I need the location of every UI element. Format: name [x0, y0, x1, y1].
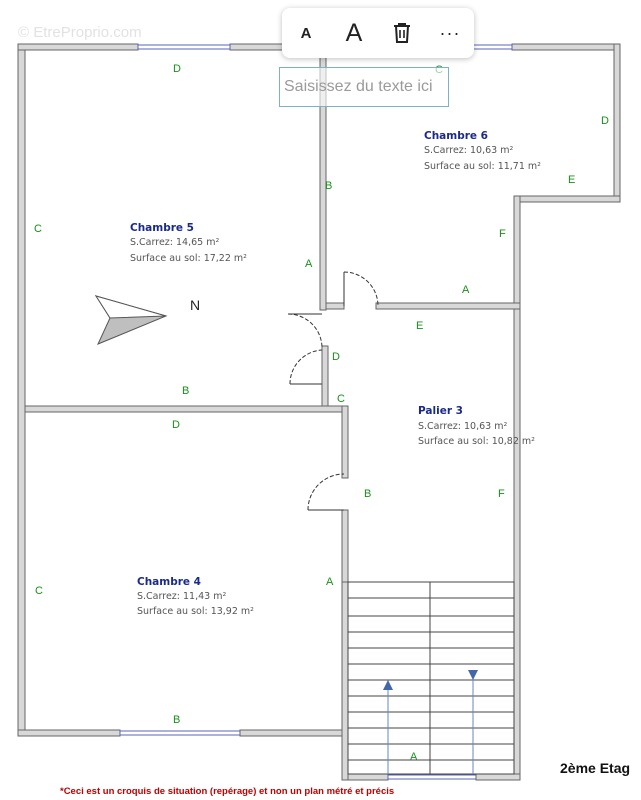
wall-label: E — [416, 320, 424, 332]
walls — [18, 44, 620, 780]
wall-label: A — [410, 751, 418, 763]
watermark: © EtreProprio.com — [18, 24, 142, 41]
wall-label: A — [462, 284, 470, 296]
wall-label: B — [173, 714, 181, 726]
staircase — [348, 582, 514, 774]
room-surface: Surface au sol: 10,82 m² — [418, 436, 535, 447]
compass-north-label: N — [190, 297, 201, 313]
wall-label: D — [332, 351, 340, 363]
wall-label: D — [172, 419, 180, 431]
more-options-button[interactable]: ··· — [439, 22, 461, 43]
wall-label: E — [568, 174, 576, 186]
floor-label: 2ème Etag — [560, 760, 631, 776]
room-name: Chambre 6 — [424, 130, 488, 142]
room-carrez: S.Carrez: 14,65 m² — [130, 237, 220, 248]
room-surface: Surface au sol: 17,22 m² — [130, 253, 247, 264]
room-surface: Surface au sol: 13,92 m² — [137, 606, 254, 617]
room-name: Chambre 5 — [130, 222, 194, 234]
delete-button[interactable] — [382, 13, 422, 53]
room-chambre-5 — [130, 222, 247, 264]
wall-label: D — [601, 115, 609, 127]
compass — [96, 296, 200, 344]
wall-label: C — [35, 585, 43, 597]
wall-label: F — [498, 488, 505, 500]
room-name: Chambre 4 — [137, 576, 201, 588]
room-surface: Surface au sol: 11,71 m² — [424, 161, 541, 172]
window — [120, 731, 240, 735]
text-annotation-input[interactable] — [279, 67, 449, 107]
wall-label: A — [305, 258, 313, 270]
wall-label: D — [173, 63, 181, 75]
room-chambre-6 — [424, 130, 541, 172]
room-name: Palier 3 — [418, 405, 463, 417]
disclaimer-note: *Ceci est un croquis de situation (repérage) et non un plan métré et précis — [60, 786, 395, 797]
trash-icon — [391, 21, 413, 45]
room-carrez: S.Carrez: 11,43 m² — [137, 591, 227, 602]
room-carrez: S.Carrez: 10,63 m² — [418, 421, 508, 432]
wall-label: C — [34, 223, 42, 235]
text-format-toolbar — [282, 8, 474, 58]
room-carrez: S.Carrez: 10,63 m² — [424, 145, 514, 156]
wall-label: B — [182, 385, 190, 397]
window — [388, 775, 476, 779]
window — [138, 45, 230, 49]
increase-font-button[interactable]: A — [345, 18, 363, 47]
wall-label: A — [326, 576, 334, 588]
wall-label: B — [325, 180, 333, 192]
room-chambre-4 — [137, 576, 254, 617]
wall-label: B — [364, 488, 372, 500]
decrease-font-button[interactable]: A — [300, 24, 312, 42]
wall-label: F — [499, 228, 506, 240]
wall-label: C — [337, 393, 345, 405]
